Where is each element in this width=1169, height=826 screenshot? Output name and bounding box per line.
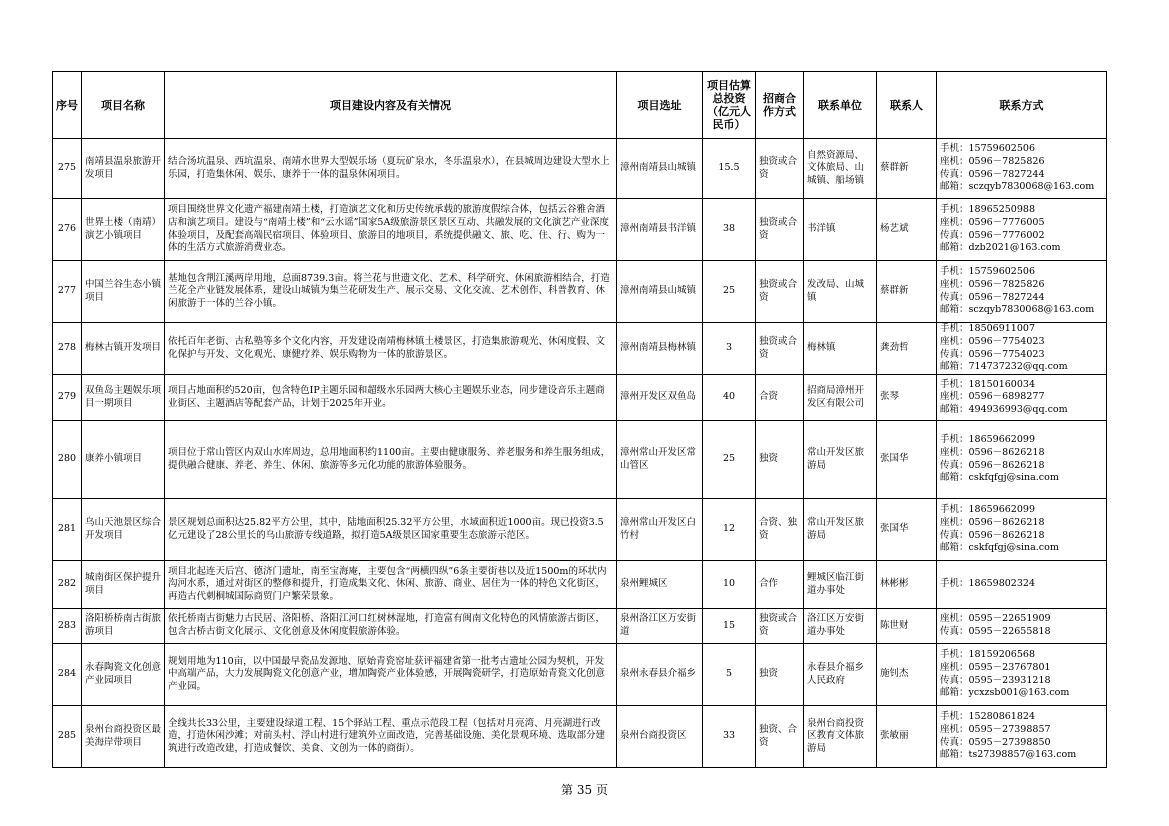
project-name: 泉州台商投资区最美海岸带项目: [82, 706, 165, 768]
table-row: [53, 561, 1107, 609]
project-site: 漳州南靖县山城镇: [617, 139, 703, 199]
contact-line: 座机：0595－27398857: [940, 723, 1051, 735]
contact-line: 传真：0596－7827244: [940, 168, 1045, 180]
header-project-name: 项目名称: [82, 72, 165, 139]
contact-line: 座机：0595－23767801: [940, 661, 1051, 673]
contact-person: 龚劲哲: [877, 323, 937, 375]
project-table: [52, 71, 1107, 768]
project-name: 康养小镇项目: [82, 421, 165, 499]
contact-person: 蔡群新: [877, 261, 937, 323]
cooperation-mode: 独资或合资: [756, 139, 804, 199]
project-site: 漳州南靖县书洋镇: [617, 199, 703, 261]
contact-line: 邮箱：ts27398857@163.com: [940, 749, 1077, 761]
header-investment: 项目估算总投资（亿元人民币）: [703, 72, 756, 139]
project-content: 项目北起连天后宫、德济门遗址，南至宝海庵，主要包含“两横四纵”6条主要街巷以及近1500m的环状内沟河水系，通过对街区的整修和提升，打造成集文化、休闲、旅游、商业、居住为一体的特色文化街区，再造古代刺桐城国际商贸门户繁荣景象。: [165, 561, 617, 609]
contact-line: 手机：15759602506: [940, 143, 1035, 155]
contact-line: 座机：0596－7825826: [940, 278, 1045, 290]
header-contact-person: 联系人: [877, 72, 937, 139]
contact-unit: 泉州台商投资区教育文体旅游局: [804, 706, 877, 768]
investment-amount: 38: [703, 199, 756, 261]
contact-line: 座机：0596－7776005: [940, 216, 1045, 228]
contact-unit: 书洋镇: [804, 199, 877, 261]
project-name: 永春陶瓷文化创意产业园项目: [82, 644, 165, 706]
project-site: 泉州鲤城区: [617, 561, 703, 609]
contact-line: 座机：0596－6898277: [940, 391, 1045, 403]
project-content: 结合汤坑温泉、西坑温泉、南靖水世界大型娱乐场（夏玩矿泉水，冬乐温泉水），在县城周边建设大型水上乐园，打造集休闲、娱乐、康养于一体的温泉休闲项目。: [165, 139, 617, 199]
contact-line: 邮箱：ycxzsb001@163.com: [940, 687, 1070, 699]
contact-line: 手机：18150160034: [940, 378, 1035, 390]
investment-amount: 10: [703, 561, 756, 609]
contact-line: 传真：0596－7754023: [940, 348, 1045, 360]
project-content: 依托桥南古街魅力古民居、洛阳桥、洛阳江河口红树林湿地，打造富有闽南文化特色的风情旅游古街区，包含古桥古街文化展示、文化创意及休闲度假旅游体验。: [165, 609, 617, 644]
project-name: 双鱼岛主题娱乐项目一期项目: [82, 375, 165, 421]
header-cooperation-mode: 招商合作方式: [756, 72, 804, 139]
investment-amount: 25: [703, 261, 756, 323]
project-name: 乌山天池景区综合开发项目: [82, 499, 165, 561]
contact-line: 邮箱：sczqyb7830068@163.com: [940, 181, 1095, 193]
contact-line: 传真：0596－8626218: [940, 529, 1045, 541]
row-number: 283: [53, 609, 82, 644]
contact-line: 手机：15759602506: [940, 266, 1035, 278]
project-content: 基地包含荆江溪两岸用地，总面8739.3亩。将兰花与世遗文化、艺术、科学研究、休闲旅游相结合，打造兰花全产业链发展体系，建设山城镇为集兰花研发生产、展示交易、文化交流、艺术创作、科普教育、休闲旅游于一体的兰谷小镇。: [165, 261, 617, 323]
contact-person: 施钊杰: [877, 644, 937, 706]
contact-unit: 洛江区万安街道办事处: [804, 609, 877, 644]
contact-line: 座机：0596－8626218: [940, 446, 1045, 458]
contact-line: 手机：18659662099: [940, 434, 1035, 446]
header-contact-info: 联系方式: [937, 72, 1107, 139]
contact-info: [937, 706, 1107, 768]
contact-info: [937, 323, 1107, 375]
project-site: 漳州南靖县梅林镇: [617, 323, 703, 375]
contact-line: 座机：0596－8626218: [940, 516, 1045, 528]
contact-line: 传真：0595－23931218: [940, 674, 1051, 686]
header-site: 项目选址: [617, 72, 703, 139]
cooperation-mode: 合资: [756, 375, 804, 421]
project-name: 梅林古镇开发项目: [82, 323, 165, 375]
contact-line: 邮箱：cskfqfgj@sina.com: [940, 472, 1059, 484]
contact-line: 邮箱：cskfqfgj@sina.com: [940, 542, 1059, 554]
contact-line: 传真：0595－27398850: [940, 736, 1051, 748]
contact-line: 手机：18659662099: [940, 504, 1035, 516]
row-number: 276: [53, 199, 82, 261]
project-content: 依托百年老街、古私塾等多个文化内容，开发建设南靖梅林镇土楼景区，打造集旅游观光、休闲度假、文化保护与开发、文化观光、康健疗养、娱乐购物为一体的旅游景区。: [165, 323, 617, 375]
contact-person: 张琴: [877, 375, 937, 421]
header-contact-unit: 联系单位: [804, 72, 877, 139]
contact-line: 座机：0596－7754023: [940, 335, 1045, 347]
contact-unit: 常山开发区旅游局: [804, 421, 877, 499]
contact-unit: 永春县介福乡人民政府: [804, 644, 877, 706]
project-content: 项目占地面积约520亩，包含特色IP主题乐园和超级水乐园两大核心主题娱乐业态，同步建设音乐主题商业街区、主题酒店等配套产品，计划于2025年开业。: [165, 375, 617, 421]
investment-amount: 15: [703, 609, 756, 644]
table-row: [53, 644, 1107, 706]
project-site: 泉州永春县介福乡: [617, 644, 703, 706]
project-name: 洛阳桥桥南古街旅游项目: [82, 609, 165, 644]
page-footer: [0, 781, 1169, 798]
contact-info: [937, 421, 1107, 499]
project-content: 景区规划总面积达25.82平方公里，其中，陆地面积25.32平方公里，水域面积近1000亩。现已投资3.5亿元建设了28公里长的乌山旅游专线道路，拟打造5A级景区国家重要生态旅游示范区。: [165, 499, 617, 561]
contact-line: 邮箱：714737232@qq.com: [940, 361, 1068, 373]
contact-person: 杨艺斌: [877, 199, 937, 261]
header-content: 项目建设内容及有关情况: [165, 72, 617, 139]
cooperation-mode: 独资或合资: [756, 199, 804, 261]
investment-amount: 5: [703, 644, 756, 706]
investment-amount: 12: [703, 499, 756, 561]
contact-info: [937, 139, 1107, 199]
contact-info: [937, 644, 1107, 706]
project-name: 城南街区保护提升项目: [82, 561, 165, 609]
contact-info: [937, 261, 1107, 323]
contact-line: 邮箱：494936993@qq.com: [940, 403, 1068, 415]
cooperation-mode: 合作: [756, 561, 804, 609]
contact-unit: 常山开发区旅游局: [804, 499, 877, 561]
cooperation-mode: 独资或合资: [756, 609, 804, 644]
contact-person: 张敏丽: [877, 706, 937, 768]
table-row: [53, 199, 1107, 261]
contact-info: [937, 499, 1107, 561]
table-row: [53, 139, 1107, 199]
contact-line: 手机：18506911007: [940, 323, 1035, 335]
project-site: 漳州开发区双鱼岛: [617, 375, 703, 421]
contact-person: 蔡群新: [877, 139, 937, 199]
row-number: 279: [53, 375, 82, 421]
table-row: [53, 375, 1107, 421]
contact-line: 传真：0596－7827244: [940, 291, 1045, 303]
cooperation-mode: 独资: [756, 644, 804, 706]
cooperation-mode: 独资或合资: [756, 323, 804, 375]
row-number: 280: [53, 421, 82, 499]
project-name: 南靖县温泉旅游开发项目: [82, 139, 165, 199]
contact-line: 座机：0596－7825826: [940, 155, 1045, 167]
investment-amount: 25: [703, 421, 756, 499]
investment-amount: 15.5: [703, 139, 756, 199]
project-name: 中国兰谷生态小镇项目: [82, 261, 165, 323]
row-number: 277: [53, 261, 82, 323]
contact-line: 邮箱：dzb2021@163.com: [940, 242, 1061, 254]
contact-line: 传真：0596－8626218: [940, 459, 1045, 471]
contact-person: 林彬彬: [877, 561, 937, 609]
header-row: [53, 72, 1107, 139]
project-name: 世界土楼（南靖）演艺小镇项目: [82, 199, 165, 261]
contact-unit: 发改局、山城镇: [804, 261, 877, 323]
table-body: [53, 139, 1107, 768]
project-content: 全线共长33公里，主要建设绿道工程、15个驿站工程、重点示范段工程（包括对月亮湾、月亮湖进行改造，打造休闲沙滩；对前头村、浮山村进行建筑外立面改造，完善基础设施、美化景观环境、选取部分建筑进行改造改建，打造成餐饮、美食、文创为一体的商街）。: [165, 706, 617, 768]
contact-line: 手机：18659802324: [940, 578, 1035, 590]
table-row: [53, 323, 1107, 375]
cooperation-mode: 独资或合资: [756, 261, 804, 323]
project-content: 项目围绕世界文化遗产福建南靖土楼，打造演艺文化和历史传统承载的旅游度假综合体，包括云谷雅舍酒店和演艺项目。建设与“南靖土楼”和“云水谣”国家5A级旅游景区景区互动、共融发展的文化演艺产业深度体验项目，及配套高端民宿项目、体验项目、旅游目的地项目，系统提供融文、旅、吃、住、行、购为一体的生活方式旅游消费业态。: [165, 199, 617, 261]
contact-unit: 自然资源局、文体旅局、山城镇、船场镇: [804, 139, 877, 199]
investment-amount: 33: [703, 706, 756, 768]
contact-person: 张国华: [877, 421, 937, 499]
cooperation-mode: 独资: [756, 421, 804, 499]
row-number: 275: [53, 139, 82, 199]
table-header: [53, 72, 1107, 139]
contact-line: 手机：18159206568: [940, 649, 1035, 661]
contact-person: 张国华: [877, 499, 937, 561]
table-row: [53, 706, 1107, 768]
contact-info: [937, 199, 1107, 261]
contact-line: 传真：0596－7776002: [940, 229, 1045, 241]
cooperation-mode: 合资、独资: [756, 499, 804, 561]
investment-amount: 3: [703, 323, 756, 375]
contact-line: 座机：0595－22651909: [940, 613, 1051, 625]
project-site: 泉州台商投资区: [617, 706, 703, 768]
contact-person: 陈世财: [877, 609, 937, 644]
contact-line: 手机：18965250988: [940, 204, 1035, 216]
project-content: 规划用地为110亩，以中国最早瓷品发源地、原始青瓷窑址获评福建省第一批考古遗址公园为契机，开发中高端产品，大力发展陶瓷文化创意产业，增加陶瓷产业体验感，开展陶瓷研学，打造原始青瓷文化创意产业园。: [165, 644, 617, 706]
project-site: 泉州洛江区万安街道: [617, 609, 703, 644]
contact-unit: 招商局漳州开发区有限公司: [804, 375, 877, 421]
contact-info: [937, 375, 1107, 421]
row-number: 285: [53, 706, 82, 768]
table-row: [53, 421, 1107, 499]
header-no: 序号: [53, 72, 82, 139]
contact-info: [937, 609, 1107, 644]
row-number: 284: [53, 644, 82, 706]
table-row: [53, 261, 1107, 323]
contact-unit: 梅林镇: [804, 323, 877, 375]
contact-line: 邮箱：sczqyb7830068@163.com: [940, 304, 1095, 316]
row-number: 278: [53, 323, 82, 375]
project-site: 漳州常山开发区白竹村: [617, 499, 703, 561]
table-row: [53, 609, 1107, 644]
page-number: 第 35 页: [561, 783, 608, 797]
project-content: 项目位于常山管区内双山水库周边，总用地面积约1100亩。主要由健康服务、养老服务和养生服务组成，提供融合健康、养老、养生、休闲、旅游等多元化功能的旅游体验服务。: [165, 421, 617, 499]
project-site: 漳州常山开发区常山管区: [617, 421, 703, 499]
contact-info: [937, 561, 1107, 609]
contact-unit: 鲤城区临江街道办事处: [804, 561, 877, 609]
cooperation-mode: 独资、合资: [756, 706, 804, 768]
investment-amount: 40: [703, 375, 756, 421]
contact-line: 手机：15280861824: [940, 711, 1035, 723]
contact-line: 传真：0595－22655818: [940, 626, 1051, 637]
table-row: [53, 499, 1107, 561]
row-number: 281: [53, 499, 82, 561]
row-number: 282: [53, 561, 82, 609]
project-site: 漳州南靖县山城镇: [617, 261, 703, 323]
